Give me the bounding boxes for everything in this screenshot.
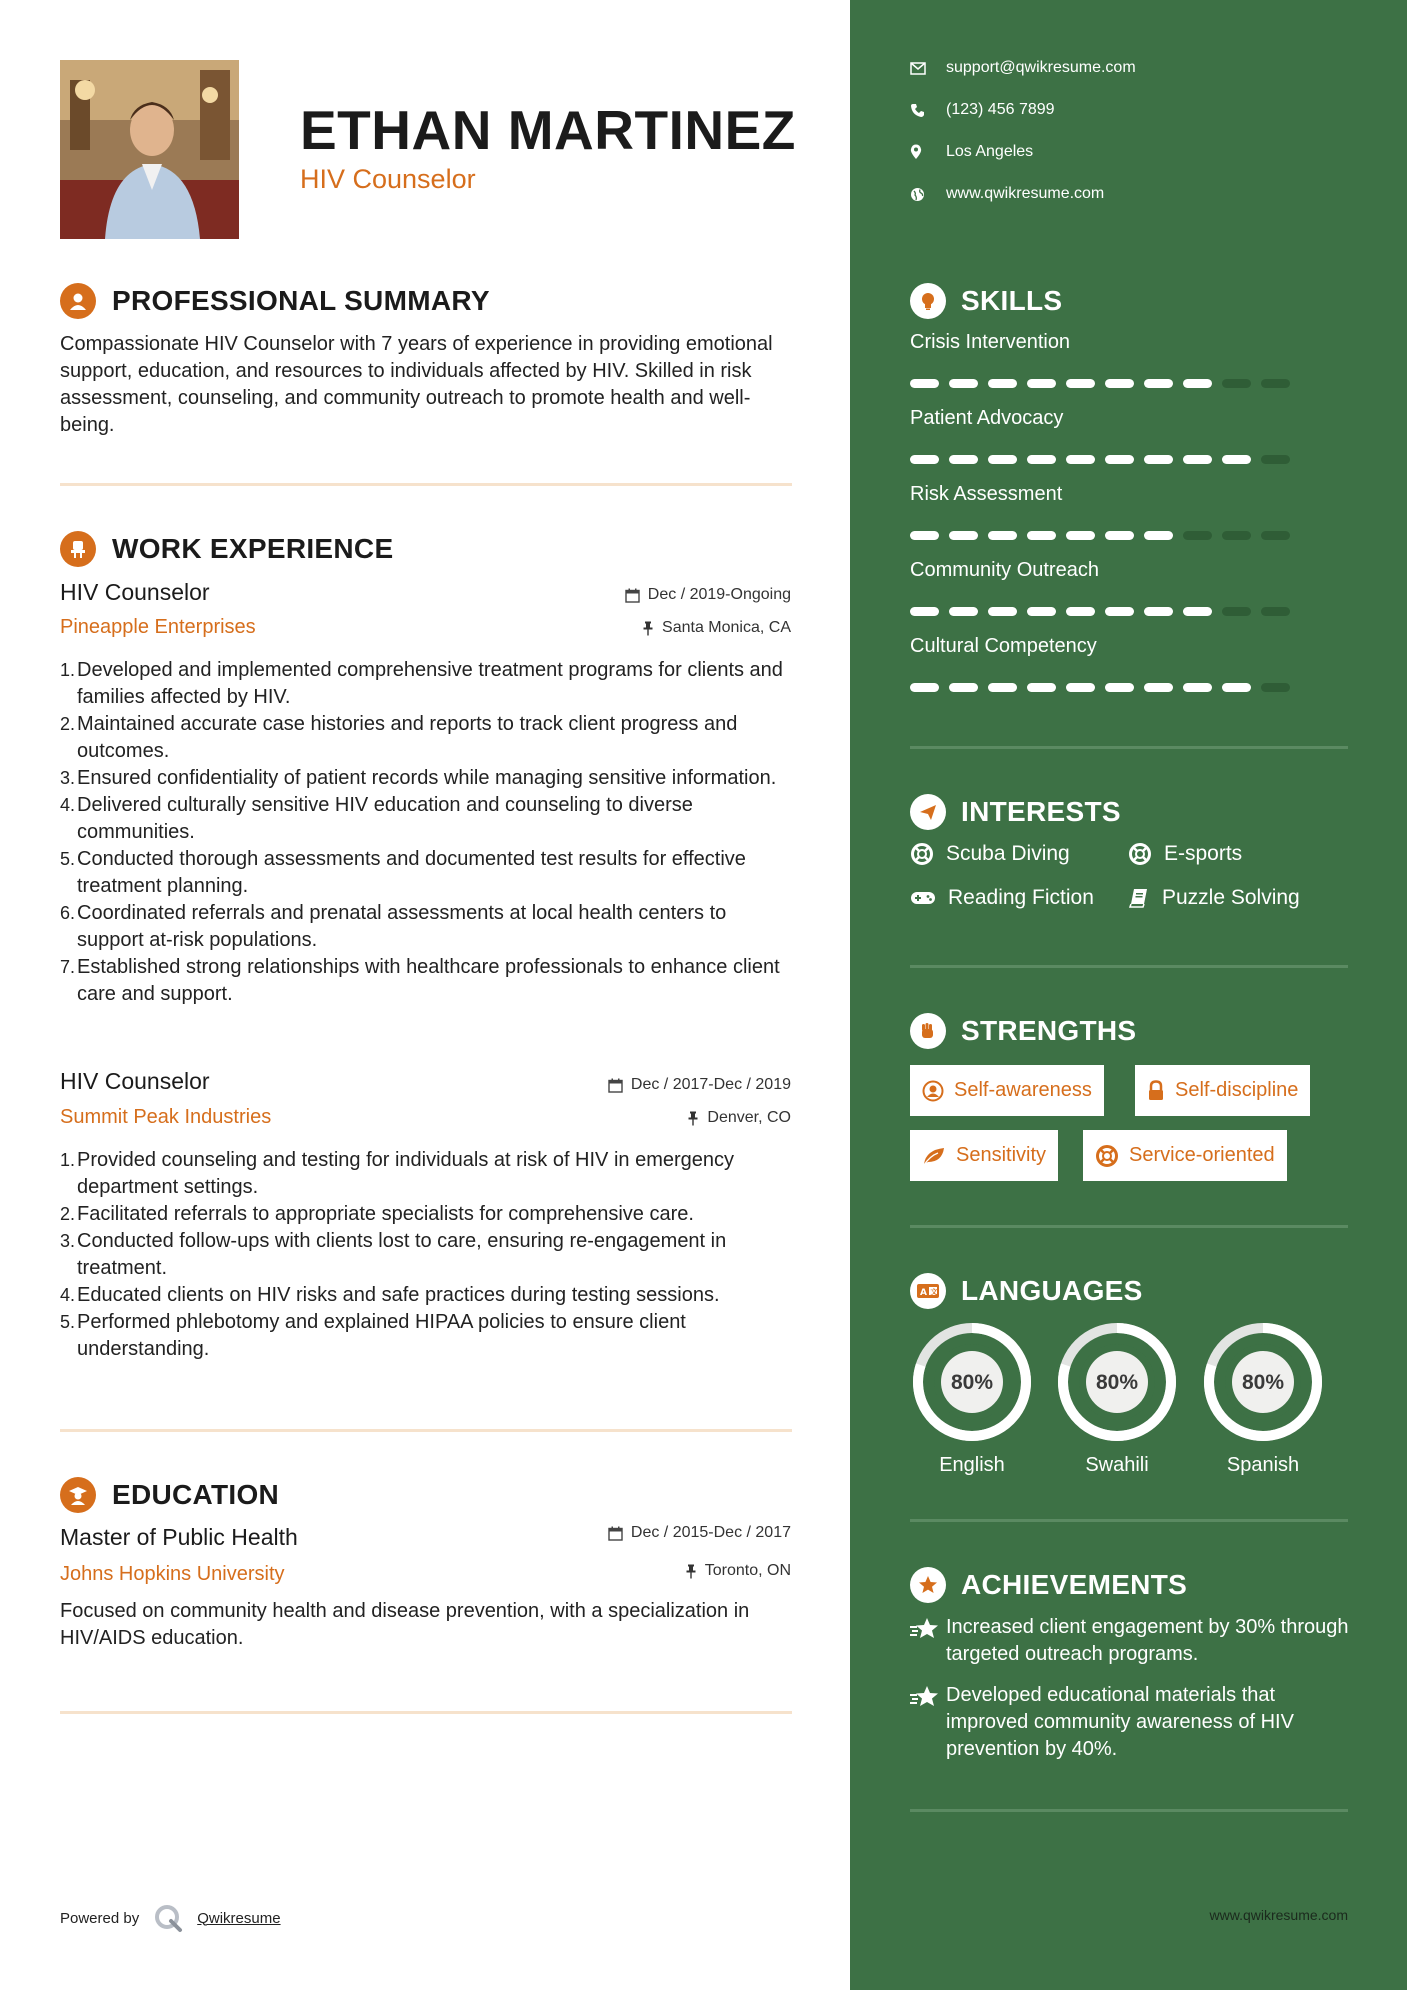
skill-level-segment — [1222, 455, 1251, 464]
skill-level-segment — [949, 455, 978, 464]
skill-level-bar — [910, 379, 1300, 388]
skill-level-segment — [910, 455, 939, 464]
strengths-heading — [910, 1013, 1136, 1049]
skill-level-segment — [1105, 379, 1134, 388]
skill-level-segment — [949, 379, 978, 388]
education-heading — [60, 1477, 279, 1513]
language-ring — [1055, 1320, 1179, 1444]
skill-level-segment — [1144, 455, 1173, 464]
list-item: 6. Coordinated referrals and prenatal assessments at local health centers to support at-risk populations. — [60, 902, 727, 951]
interest-item: E-sports — [1128, 842, 1242, 866]
powered-by-label: Powered by — [60, 1909, 140, 1927]
list-item: 3. Ensured confidentiality of patient records while managing sensitive information. — [60, 767, 777, 789]
globe-icon — [910, 187, 928, 202]
contact-phone-text: (123) 456 7899 — [946, 101, 1055, 118]
skill-name: Risk Assessment — [910, 483, 1063, 505]
svg-text:文: 文 — [930, 1288, 938, 1296]
list-item: 5. Conducted thorough assessments and documented test results for effective treatment planning. — [60, 848, 746, 897]
divider — [910, 1809, 1348, 1812]
job-date-text: Dec / 2017-Dec / 2019 — [630, 1076, 791, 1093]
list-item: 4. Educated clients on HIV risks and safe practices during testing sessions. — [60, 1284, 720, 1306]
skill-level-segment — [910, 607, 939, 616]
job-company: Pineapple Enterprises — [60, 616, 256, 638]
skill-level-segment — [1261, 607, 1290, 616]
divider — [60, 483, 792, 486]
star-icon — [910, 1616, 946, 1668]
qwikresume-logo-icon — [153, 1903, 183, 1933]
language-name: English — [939, 1454, 1005, 1476]
education-location — [685, 1562, 791, 1580]
list-item: 4. Delivered culturally sensitive HIV education and counseling to diverse communities. — [60, 794, 693, 843]
strength-tag: Self-awareness — [910, 1065, 1104, 1116]
skill-level-segment — [1183, 455, 1212, 464]
skill-level-segment — [1183, 531, 1212, 540]
skill-level-segment — [1105, 607, 1134, 616]
phone-icon — [910, 103, 928, 118]
calendar-icon — [608, 1078, 623, 1093]
language-ring — [910, 1320, 1034, 1444]
language-percent: 80% — [1095, 1371, 1139, 1394]
skill-level-segment — [1261, 683, 1290, 692]
divider — [60, 1711, 792, 1714]
skill-level-segment — [1066, 683, 1095, 692]
list-item: 1. Developed and implemented comprehensive treatment programs for clients and families affected by HIV. — [60, 659, 783, 708]
chair-icon — [60, 531, 96, 567]
svg-text:A: A — [920, 1288, 927, 1298]
skill-level-segment — [1183, 379, 1212, 388]
language-percent: 80% — [950, 1371, 994, 1394]
skill-level-segment — [1105, 683, 1134, 692]
lifebuoy-icon — [910, 842, 934, 866]
contact-phone[interactable] — [910, 101, 1055, 119]
summary-heading — [60, 283, 490, 319]
education-title: EDUCATION — [112, 1479, 280, 1510]
interests-title: INTERESTS — [961, 796, 1121, 827]
skill-level-segment — [1222, 683, 1251, 692]
skill-level-segment — [1066, 455, 1095, 464]
job-responsibilities — [60, 1147, 795, 1363]
job-date-text: Dec / 2019-Ongoing — [647, 586, 791, 603]
skill-level-bar — [910, 607, 1300, 616]
experience-title: WORK EXPERIENCE — [112, 533, 394, 564]
qwikresume-link[interactable]: Qwikresume — [197, 1909, 281, 1927]
skill-level-segment — [910, 683, 939, 692]
skill-level-segment — [949, 683, 978, 692]
calendar-icon — [625, 588, 640, 603]
gamepad-icon — [910, 889, 936, 907]
leaf-icon — [922, 1146, 946, 1166]
lifebuoy-icon — [1095, 1144, 1119, 1168]
achievement-item: Increased client engagement by 30% through targeted outreach programs. — [910, 1614, 1350, 1668]
translate-icon — [910, 1273, 946, 1309]
list-item: 2. Facilitated referrals to appropriate specialists for comprehensive care. — [60, 1203, 694, 1225]
contact-location — [910, 143, 1033, 161]
map-pin-icon — [910, 144, 928, 160]
skill-level-segment — [1105, 455, 1134, 464]
list-item: 7. Established strong relationships with healthcare professionals to enhance client care and support. — [60, 956, 780, 1005]
interest-item: Puzzle Solving — [1128, 886, 1300, 910]
list-item: 3. Conducted follow-ups with clients lost to care, ensuring re-engagement in treatment. — [60, 1230, 727, 1279]
summary-text: Compassionate HIV Counselor with 7 years of experience in providing emotional support, education, and resources to individuals affected by HIV. Skilled in risk assessment, counseling, and community outreach to promote health and well-being. — [60, 333, 773, 436]
divider — [910, 746, 1348, 749]
divider — [910, 1519, 1348, 1522]
paper-plane-icon — [910, 794, 946, 830]
contact-website[interactable] — [910, 185, 1104, 203]
skill-level-segment — [1222, 607, 1251, 616]
skill-level-segment — [1261, 379, 1290, 388]
skill-level-segment — [988, 531, 1017, 540]
job-location — [642, 619, 791, 637]
contact-email[interactable] — [910, 59, 1136, 77]
job-date — [625, 586, 791, 604]
school-name: Johns Hopkins University — [60, 1563, 285, 1585]
skill-level-segment — [1144, 607, 1173, 616]
star-badge-icon — [910, 1567, 946, 1603]
strength-tag: Self-discipline — [1135, 1065, 1310, 1116]
sidebar — [850, 0, 1407, 1990]
skill-level-segment — [1144, 379, 1173, 388]
user-circle-icon — [922, 1080, 944, 1102]
achievement-item: Developed educational materials that improved community awareness of HIV prevention by 40%. — [910, 1682, 1350, 1763]
lightbulb-icon — [910, 283, 946, 319]
candidate-name: ETHAN MARTINEZ — [300, 99, 796, 161]
language-percent: 80% — [1241, 1371, 1285, 1394]
skill-level-segment — [988, 607, 1017, 616]
achievements-heading — [910, 1567, 1187, 1603]
language-name: Spanish — [1226, 1454, 1300, 1476]
skill-level-segment — [1027, 683, 1056, 692]
skill-level-segment — [988, 455, 1017, 464]
user-icon — [60, 283, 96, 319]
list-item: 1. Provided counseling and testing for individuals at risk of HIV in emergency department settings. — [60, 1149, 735, 1198]
skill-level-segment — [988, 379, 1017, 388]
divider — [910, 1225, 1348, 1228]
skill-level-segment — [1222, 379, 1251, 388]
job-location-text: Denver, CO — [707, 1109, 791, 1126]
divider — [910, 965, 1348, 968]
interest-item: Reading Fiction — [910, 886, 1094, 910]
list-item: 2. Maintained accurate case histories and reports to track client progress and outcomes. — [60, 713, 738, 762]
skill-level-segment — [1261, 455, 1290, 464]
profile-photo — [60, 60, 239, 239]
skill-level-segment — [1222, 531, 1251, 540]
skill-level-segment — [1066, 607, 1095, 616]
contact-email-text: support@qwikresume.com — [946, 59, 1136, 76]
skill-name: Cultural Competency — [910, 635, 1097, 657]
skill-level-segment — [910, 531, 939, 540]
contact-location-text: Los Angeles — [946, 143, 1034, 160]
skill-level-segment — [1027, 455, 1056, 464]
strengths-title: STRENGTHS — [961, 1015, 1137, 1046]
achievements-title: ACHIEVEMENTS — [961, 1569, 1188, 1600]
calendar-icon — [608, 1526, 623, 1541]
contact-website-text: www.qwikresume.com — [946, 185, 1105, 202]
powered-by — [60, 1903, 281, 1933]
language-item — [1201, 1320, 1325, 1477]
graduate-icon — [60, 1477, 96, 1513]
skill-level-segment — [1066, 379, 1095, 388]
job-responsibilities — [60, 657, 795, 1008]
pin-icon — [685, 1564, 697, 1579]
job-title: HIV Counselor — [60, 1068, 210, 1094]
skill-level-segment — [1027, 531, 1056, 540]
skill-level-segment — [1144, 683, 1173, 692]
book-icon — [1128, 887, 1150, 909]
education-date-text: Dec / 2015-Dec / 2017 — [630, 1524, 791, 1541]
education-date — [608, 1524, 791, 1542]
lock-icon — [1147, 1080, 1165, 1102]
languages-heading — [910, 1273, 1143, 1309]
skills-heading — [910, 283, 1062, 319]
languages-title: LANGUAGES — [961, 1275, 1143, 1306]
summary-title: PROFESSIONAL SUMMARY — [112, 285, 490, 316]
skill-level-segment — [1105, 531, 1134, 540]
skill-level-segment — [1261, 531, 1290, 540]
footer-url[interactable]: www.qwikresume.com — [1209, 1907, 1348, 1923]
skill-level-segment — [949, 607, 978, 616]
candidate-role: HIV Counselor — [300, 164, 476, 194]
pin-icon — [687, 1111, 699, 1126]
skill-level-segment — [1027, 379, 1056, 388]
fist-icon — [910, 1013, 946, 1049]
interest-item: Scuba Diving — [910, 842, 1070, 866]
job-title: HIV Counselor — [60, 579, 210, 605]
experience-heading — [60, 531, 393, 567]
skill-level-segment — [1027, 607, 1056, 616]
education-description: Focused on community health and disease prevention, with a specialization in HIV/AIDS education. — [60, 1600, 750, 1649]
skills-title: SKILLS — [961, 285, 1063, 316]
skill-level-segment — [1183, 607, 1212, 616]
language-item — [910, 1320, 1034, 1477]
language-ring — [1201, 1320, 1325, 1444]
skill-level-bar — [910, 531, 1300, 540]
skill-level-segment — [1066, 531, 1095, 540]
skill-name: Community Outreach — [910, 559, 1099, 581]
job-date — [608, 1076, 791, 1094]
skill-level-segment — [949, 531, 978, 540]
strength-tag: Service-oriented — [1083, 1130, 1287, 1181]
skill-level-bar — [910, 683, 1300, 692]
strength-tag: Sensitivity — [910, 1130, 1058, 1181]
skill-level-segment — [1183, 683, 1212, 692]
skill-level-segment — [910, 379, 939, 388]
skill-level-segment — [1144, 531, 1173, 540]
degree-title: Master of Public Health — [60, 1524, 298, 1550]
job-location-text: Santa Monica, CA — [662, 619, 791, 636]
language-item — [1055, 1320, 1179, 1477]
language-name: Swahili — [1085, 1454, 1149, 1476]
pin-icon — [642, 621, 654, 636]
skill-name: Patient Advocacy — [910, 407, 1064, 429]
star-icon — [910, 1684, 946, 1763]
job-location — [687, 1109, 791, 1127]
skill-name: Crisis Intervention — [910, 331, 1071, 353]
divider — [60, 1429, 792, 1432]
interests-heading — [910, 794, 1121, 830]
skill-level-bar — [910, 455, 1300, 464]
lifebuoy-icon — [1128, 842, 1152, 866]
envelope-icon — [910, 62, 928, 75]
skill-level-segment — [988, 683, 1017, 692]
education-location-text: Toronto, ON — [704, 1562, 791, 1579]
job-company: Summit Peak Industries — [60, 1106, 272, 1128]
list-item: 5. Performed phlebotomy and explained HIPAA policies to ensure client understanding. — [60, 1311, 686, 1360]
